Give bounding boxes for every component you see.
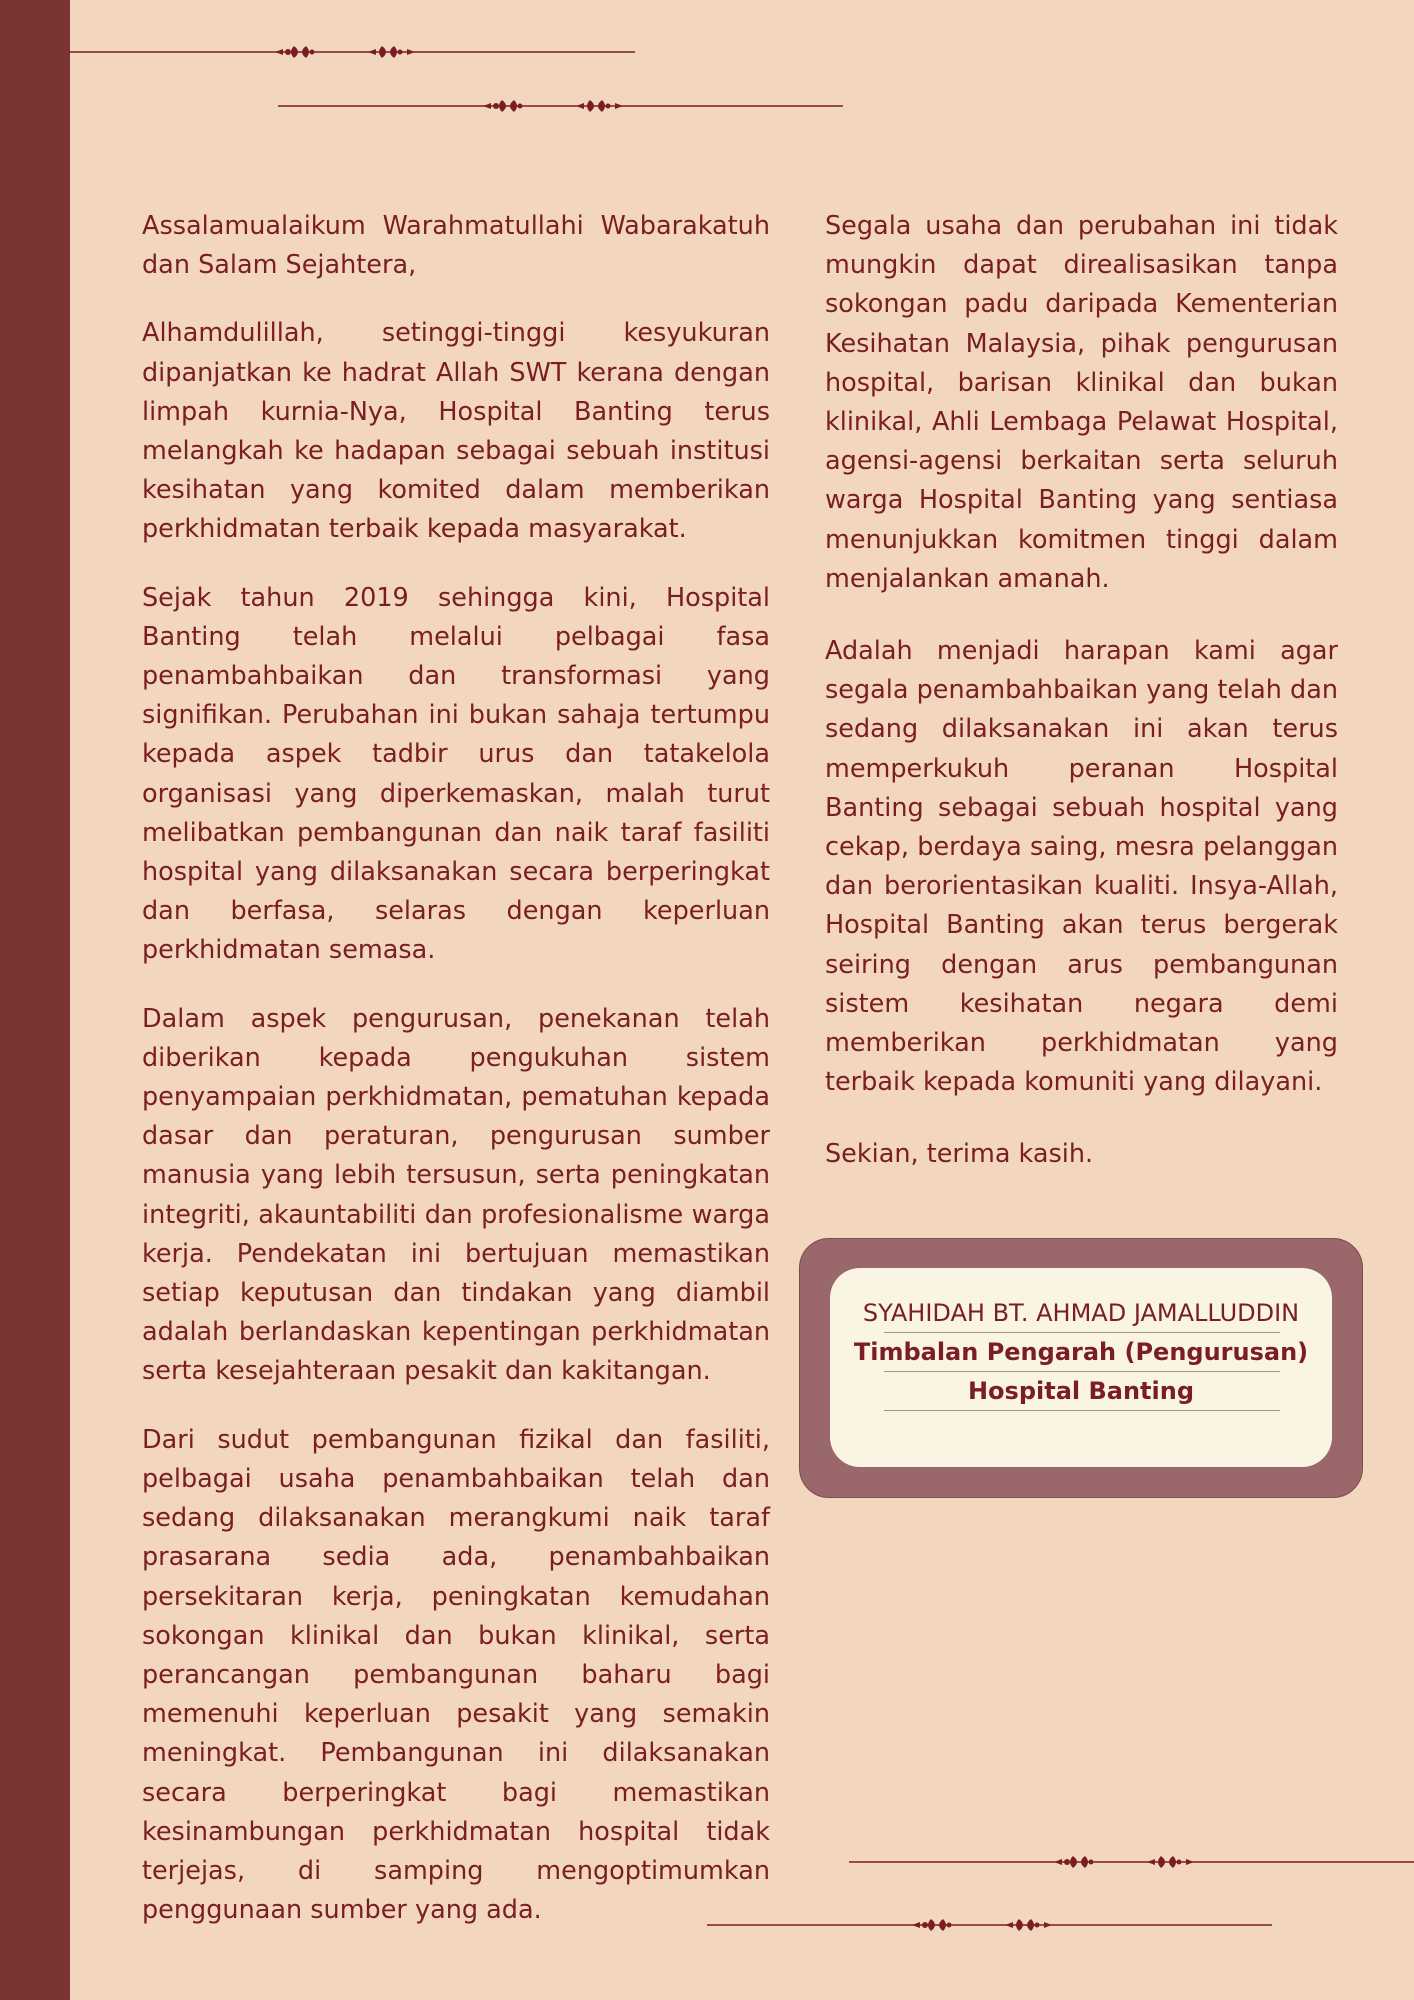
signature-card [830,1268,1332,1467]
signatory-name: SYAHIDAH BT. AHMAD JAMALLUDDIN [862,1299,1300,1327]
left-accent-bar [0,0,70,2000]
paragraph-management: Dalam aspek pengurusan, penekanan telah diberikan kepada pengukuhan sistem penyampaian perkhidmatan, pematuhan kepada dasar dan peraturan, pengurusan sumber manusia yang lebih tersusun, serta peningkatan integriti, akauntabiliti dan profesionalisme warga kerja. Pendekatan ini bertujuan memastikan setiap keputusan dan tindakan yang diambil adalah berlandaskan kepentingan perkhidmatan serta kesejahteraan pesakit dan kakitangan. [142,1003,770,1387]
letter-right-column [825,207,1338,1208]
top-ornament-2 [278,96,843,116]
signatory-title: Timbalan Pengarah (Pengurusan) [853,1338,1309,1366]
paragraph-greeting: Assalamualaikum Warahmatullahi Wabarakatuh dan Salam Sejahtera, [142,211,770,281]
paragraph-hope: Adalah menjadi harapan kami agar segala penambahbaikan yang telah dan sedang dilaksanakan ini akan terus memperkukuh peranan Hospital Banting sebagai sebuah hospital yang cekap, berdaya saing, mesra pelanggan dan berorientasikan kualiti. Insya-Allah, Hospital Banting akan terus bergerak seiring dengan arus pembangunan sistem kesihatan negara demi memberikan perkhidmatan yang terbaik kepada komuniti yang dilayani. [825,636,1339,1098]
bottom-ornament-1 [849,1852,1414,1872]
signature-frame [799,1238,1363,1498]
paragraph-development: Dari sudut pembangunan fizikal dan fasiliti, pelbagai usaha penambahbaikan telah dan sedang dilaksanakan merangkumi naik taraf prasarana sedia ada, penambahbaikan persekitaran kerja, peningkatan kemudahan sokongan klinikal dan bukan klinikal, serta perancangan pembangunan baharu bagi memenuhi keperluan pesakit yang semakin meningkat. Pembangunan ini dilaksanakan secara berperingkat bagi memastikan kesinambungan perkhidmatan hospital tidak terjejas, di samping mengoptimumkan penggunaan sumber yang ada. [142,1424,770,1926]
paragraph-closing: Sekian, terima kasih. [825,1139,1094,1170]
paragraph-gratitude: Alhamdulillah, setinggi-tinggi kesyukuran dipanjatkan ke hadrat Allah SWT kerana dengan limpah kurnia-Nya, Hospital Banting terus melangkah ke hadapan sebagai sebuah institusi kesihatan yang komited dalam memberikan perkhidmatan terbaik kepada masyarakat. [142,318,770,545]
signature-divider [884,1410,1280,1411]
paragraph-support: Segala usaha dan perubahan ini tidak mungkin dapat direalisasikan tanpa sokongan padu daripada Kementerian Kesihatan Malaysia, pihak pengurusan hospital, barisan klinikal dan bukan klinikal, Ahli Lembaga Pelawat Hospital, agensi-agensi berkaitan serta seluruh warga Hospital Banting yang sentiasa menunjukkan komitmen tinggi dalam menjalankan amanah. [825,211,1338,594]
bottom-ornament-2 [707,1915,1272,1935]
letter-left-column [142,207,770,1959]
top-ornament-1 [70,42,635,62]
signatory-organization: Hospital Banting [967,1377,1195,1405]
paragraph-transformation: Sejak tahun 2019 sehingga kini, Hospital Banting telah melalui pelbagai fasa penambahbaikan dan transformasi yang signifikan. Perubahan ini bukan sahaja tertumpu kepada aspek tadbir urus dan tatakelola organisasi yang diperkemaskan, malah turut melibatkan pembangunan dan naik taraf fasiliti hospital yang dilaksanakan secara berperingkat dan berfasa, selaras dengan keperluan perkhidmatan semasa. [142,582,770,966]
